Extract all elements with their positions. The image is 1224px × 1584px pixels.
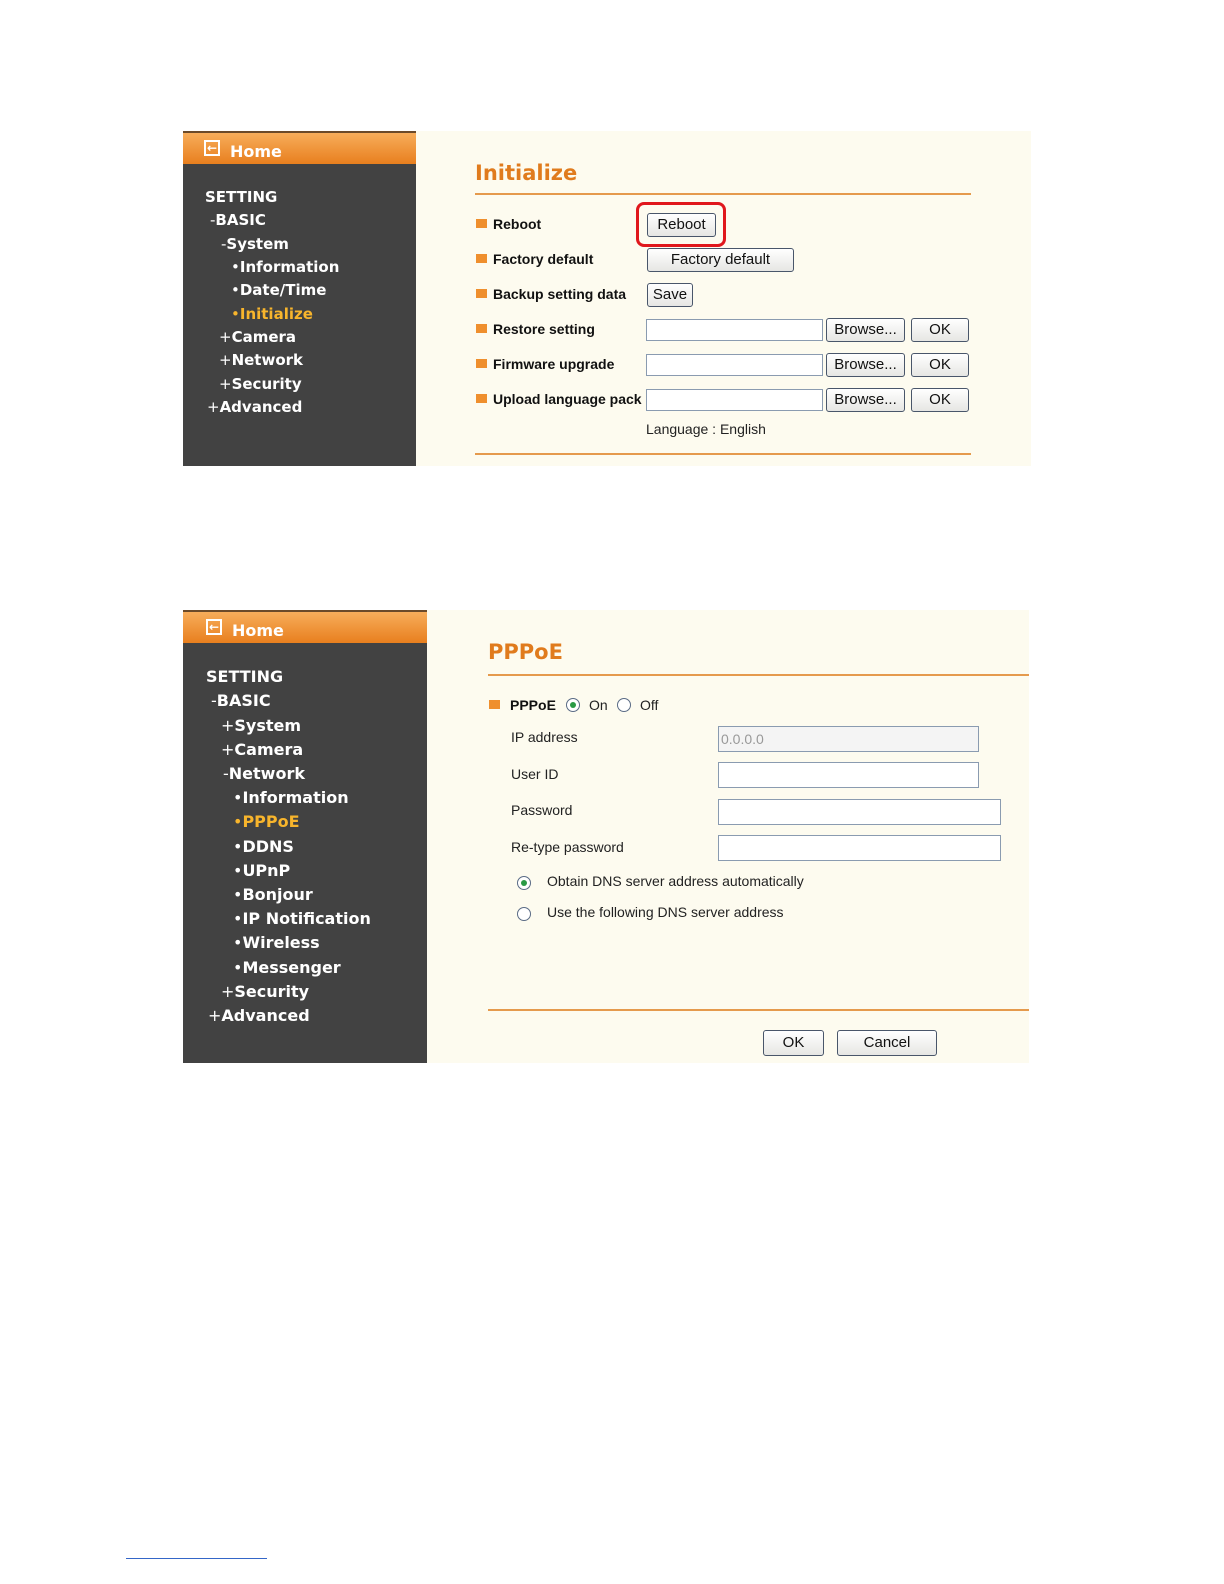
restore-file-input[interactable] (646, 319, 823, 341)
backup-label: Backup setting data (493, 286, 627, 302)
nav-initialize[interactable]: •Initialize (231, 305, 313, 323)
initialize-screenshot (183, 131, 1031, 466)
dns-auto-radio[interactable] (517, 876, 531, 890)
home-link[interactable] (183, 131, 416, 164)
page-title: Initialize (475, 161, 578, 185)
retype-password-input[interactable] (718, 835, 1001, 861)
pppoe-off-radio[interactable] (617, 698, 631, 712)
language-info: Language : English (646, 421, 766, 437)
sidebar (183, 131, 416, 466)
pppoe-on-radio[interactable] (566, 698, 580, 712)
firmware-label: Firmware upgrade (493, 356, 615, 372)
nav-wireless[interactable]: •Wireless (233, 933, 320, 952)
pppoe-screenshot (183, 610, 1029, 1063)
ip-address-input[interactable] (718, 726, 979, 752)
dns-manual-label: Use the following DNS server address (547, 904, 784, 920)
pppoe-off-label: Off (640, 697, 659, 713)
dns-auto-label: Obtain DNS server address automatically (547, 873, 804, 889)
footnote-divider (126, 1558, 267, 1559)
firmware-browse-button[interactable]: Browse... (826, 353, 905, 377)
restore-bullet-icon (476, 324, 487, 333)
nav-camera[interactable]: +Camera (219, 328, 297, 346)
password-input[interactable] (718, 799, 1001, 825)
title-divider (475, 193, 971, 195)
language-browse-button[interactable]: Browse... (826, 388, 905, 412)
retype-password-label: Re-type password (511, 839, 624, 855)
language-file-input[interactable] (646, 389, 823, 411)
backup-bullet-icon (476, 289, 487, 298)
restore-label: Restore setting (493, 321, 595, 337)
nav-upnp[interactable]: •UPnP (233, 861, 291, 880)
dns-manual-radio[interactable] (517, 907, 531, 921)
reboot-button[interactable]: Reboot (647, 213, 716, 237)
factory-default-button[interactable]: Factory default (647, 248, 794, 272)
page-title: PPPoE (488, 640, 563, 664)
nav-system[interactable]: -System (221, 235, 289, 253)
nav-ip-notification[interactable]: •IP Notification (233, 909, 371, 928)
home-label: Home (232, 621, 284, 640)
back-arrow-icon: ← (206, 619, 222, 635)
nav-camera[interactable]: +Camera (221, 740, 304, 759)
pppoe-on-label: On (589, 697, 608, 713)
restore-ok-button[interactable]: OK (911, 318, 969, 342)
nav-network[interactable]: +Network (219, 351, 304, 369)
nav-messenger[interactable]: •Messenger (233, 958, 341, 977)
nav-advanced[interactable]: +Advanced (207, 398, 303, 416)
nav-security[interactable]: +Security (219, 375, 302, 393)
restore-browse-button[interactable]: Browse... (826, 318, 905, 342)
pppoe-label: PPPoE (510, 697, 556, 713)
firmware-bullet-icon (476, 359, 487, 368)
nav-datetime[interactable]: •Date/Time (231, 281, 327, 299)
home-label: Home (230, 142, 282, 161)
pppoe-bullet-icon (489, 700, 500, 709)
nav-information[interactable]: •Information (231, 258, 340, 276)
title-divider (488, 674, 1029, 676)
bottom-divider (475, 453, 971, 455)
language-ok-button[interactable]: OK (911, 388, 969, 412)
home-link[interactable] (183, 610, 427, 643)
bottom-divider (488, 1009, 1029, 1011)
password-label: Password (511, 802, 573, 818)
back-arrow-icon: ← (204, 140, 220, 156)
nav-ddns[interactable]: •DDNS (233, 837, 294, 856)
reboot-bullet-icon (476, 219, 487, 228)
nav-setting: SETTING (205, 188, 278, 206)
nav-advanced[interactable]: +Advanced (208, 1006, 310, 1025)
language-bullet-icon (476, 394, 487, 403)
firmware-ok-button[interactable]: OK (911, 353, 969, 377)
nav-security[interactable]: +Security (221, 982, 310, 1001)
reboot-label: Reboot (493, 216, 542, 232)
cancel-button[interactable]: Cancel (837, 1030, 937, 1056)
ip-address-label: IP address (511, 729, 578, 745)
sidebar (183, 610, 427, 1063)
nav-setting: SETTING (206, 667, 284, 686)
nav-system[interactable]: +System (221, 716, 302, 735)
factory-bullet-icon (476, 254, 487, 263)
user-id-label: User ID (511, 766, 559, 782)
language-pack-label: Upload language pack (493, 391, 642, 407)
factory-default-label: Factory default (493, 251, 594, 267)
nav-basic[interactable]: -BASIC (211, 691, 271, 710)
nav-information[interactable]: •Information (233, 788, 349, 807)
nav-pppoe[interactable]: •PPPoE (233, 812, 300, 831)
nav-network[interactable]: -Network (223, 764, 305, 783)
user-id-input[interactable] (718, 762, 979, 788)
firmware-file-input[interactable] (646, 354, 823, 376)
save-button[interactable]: Save (647, 283, 693, 307)
nav-basic[interactable]: -BASIC (210, 211, 266, 229)
nav-bonjour[interactable]: •Bonjour (233, 885, 313, 904)
ok-button[interactable]: OK (763, 1030, 824, 1056)
